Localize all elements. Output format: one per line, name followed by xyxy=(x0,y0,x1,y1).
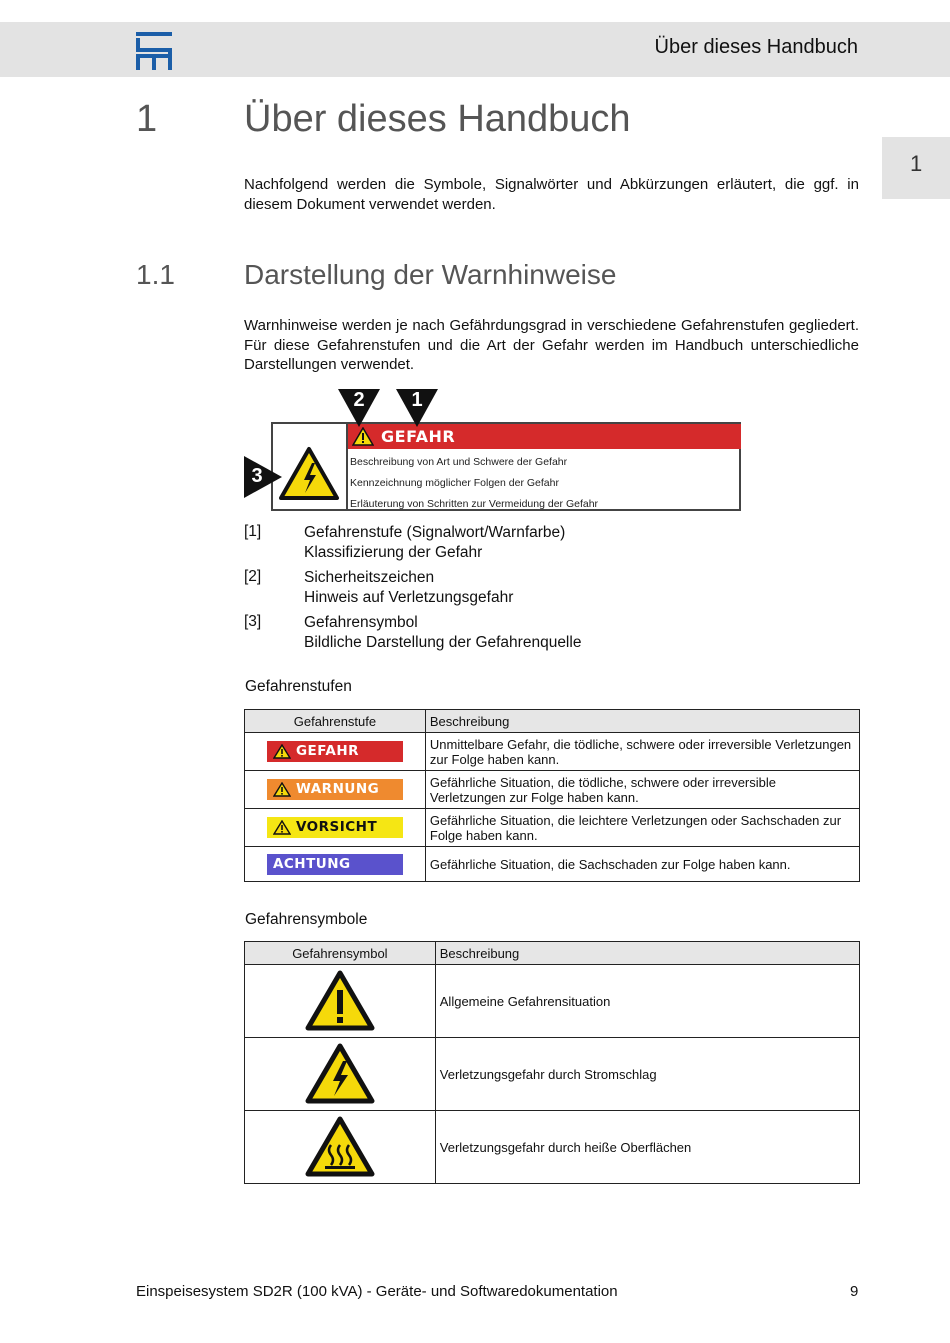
danger-levels-table xyxy=(244,709,860,882)
warning-triangle-icon xyxy=(273,782,291,797)
electric-shock-icon xyxy=(278,446,340,507)
legend-item-2 xyxy=(304,568,513,607)
table-row xyxy=(245,733,860,771)
level-description: Unmittelbare Gefahr, die tödliche, schwere oder irreversible Verletzungen zur Folge haben kann. xyxy=(425,733,859,771)
table-row xyxy=(245,965,860,1038)
table-row xyxy=(245,771,860,809)
warning-notice-diagram xyxy=(240,386,750,516)
table-row xyxy=(245,1038,860,1111)
marker-2-label: 2 xyxy=(353,389,365,411)
table-row xyxy=(245,847,860,882)
legend-num-3: [3] xyxy=(244,613,262,630)
section-title: Darstellung der Warnhinweise xyxy=(244,259,617,290)
legend-item-2-line2: Hinweis auf Verletzungsgefahr xyxy=(304,588,514,606)
chapter-title: Über dieses Handbuch xyxy=(244,98,631,140)
level-badge xyxy=(267,779,403,800)
level-badge-label: ACHTUNG xyxy=(272,855,351,872)
level-description: Gefährliche Situation, die tödliche, schwere oder irreversible Verletzungen zur Folge haben kann. xyxy=(425,771,859,809)
symbols-table-body xyxy=(245,965,860,1184)
chapter-tab xyxy=(882,137,950,199)
footer-text: Einspeisesystem SD2R (100 kVA) - Geräte- und Softwaredokumentation xyxy=(136,1283,618,1300)
level-badge-label: WARNUNG xyxy=(295,781,380,797)
legend-item-3-line2: Bildliche Darstellung der Gefahrenquelle xyxy=(304,633,582,651)
symbol-description: Verletzungsgefahr durch Stromschlag xyxy=(435,1038,859,1111)
level-badge xyxy=(267,854,403,875)
hot-surface-icon xyxy=(305,1138,375,1153)
legend-item-3-line1: Gefahrensymbol xyxy=(304,614,418,631)
symbol-cell xyxy=(245,965,436,1038)
level-description: Gefährliche Situation, die Sachschaden zur Folge haben kann. xyxy=(425,847,859,882)
symbol-description: Verletzungsgefahr durch heiße Oberflächen xyxy=(435,1111,859,1184)
marker-3 xyxy=(244,456,282,498)
notice-line-1: Beschreibung von Art und Schwere der Gefahr xyxy=(350,456,568,468)
legend-item-1-line1: Gefahrenstufe (Signalwort/Warnfarbe) xyxy=(304,524,566,541)
signal-word-bar xyxy=(348,424,741,449)
symbols-col-description: Beschreibung xyxy=(435,942,859,965)
legend-item-1-line2: Klassifizierung der Gefahr xyxy=(304,543,483,561)
legend-item-3 xyxy=(304,613,581,652)
levels-col-level: Gefahrenstufe xyxy=(245,710,426,733)
level-badge xyxy=(267,741,403,762)
symbols-heading: Gefahrensymbole xyxy=(245,911,368,928)
level-badge xyxy=(267,817,403,838)
signal-word: GEFAHR xyxy=(381,427,456,446)
warning-triangle-icon xyxy=(273,744,291,759)
table-row xyxy=(245,809,860,847)
marker-1-label: 1 xyxy=(411,389,423,411)
warning-notice-box xyxy=(271,422,741,511)
marker-1 xyxy=(396,389,438,427)
symbol-cell xyxy=(245,1038,436,1111)
level-badge-cell xyxy=(245,809,426,847)
symbol-description: Allgemeine Gefahrensituation xyxy=(435,965,859,1038)
warning-triangle-icon xyxy=(273,820,291,835)
notice-line-2: Kennzeichnung möglicher Folgen der Gefahr xyxy=(350,477,559,489)
running-title: Über dieses Handbuch xyxy=(654,36,858,58)
level-badge-cell xyxy=(245,771,426,809)
chapter-number: 1 xyxy=(136,98,158,140)
warning-triangle-icon xyxy=(352,427,374,446)
company-logo xyxy=(136,32,172,70)
level-badge-cell xyxy=(245,847,426,882)
legend-num-1: [1] xyxy=(244,523,262,540)
notice-line-3: Erläuterung von Schritten zur Vermeidung der Gefahr xyxy=(350,498,599,510)
levels-heading: Gefahrenstufen xyxy=(245,678,352,695)
section-intro: Warnhinweise werden je nach Gefährdungsgrad in verschiedene Gefahrenstufen gegliedert. Für diese Gefahrenstufen und die Art der Gefahr werden im Handbuch unterschiedliche Darstellungen verwendet. xyxy=(244,317,859,373)
chapter-intro: Nachfolgend werden die Symbole, Signalwörter und Abkürzungen erläutert, die ggf. in diesem Dokument verwendet werden. xyxy=(244,176,859,213)
general-danger-icon xyxy=(305,992,375,1007)
level-description: Gefährliche Situation, die leichtere Verletzungen oder Sachschaden zur Folge haben kann. xyxy=(425,809,859,847)
legend-item-1 xyxy=(304,523,565,562)
levels-table-body xyxy=(245,733,860,882)
danger-symbols-table xyxy=(244,941,860,1184)
section-number: 1.1 xyxy=(136,259,175,290)
electric-shock-icon xyxy=(305,1065,375,1080)
levels-col-description: Beschreibung xyxy=(425,710,859,733)
page-number: 9 xyxy=(850,1283,859,1300)
level-badge-cell xyxy=(245,733,426,771)
level-badge-label: GEFAHR xyxy=(295,743,360,759)
symbols-col-symbol: Gefahrensymbol xyxy=(245,942,436,965)
marker-2 xyxy=(338,389,380,427)
legend-num-2: [2] xyxy=(244,568,262,585)
symbol-cell xyxy=(245,1111,436,1184)
level-badge-label: VORSICHT xyxy=(295,819,378,835)
table-row xyxy=(245,1111,860,1184)
marker-3-label: 3 xyxy=(251,465,263,487)
legend-item-2-line1: Sicherheitszeichen xyxy=(304,569,435,586)
chapter-tab-label: 1 xyxy=(910,151,923,176)
